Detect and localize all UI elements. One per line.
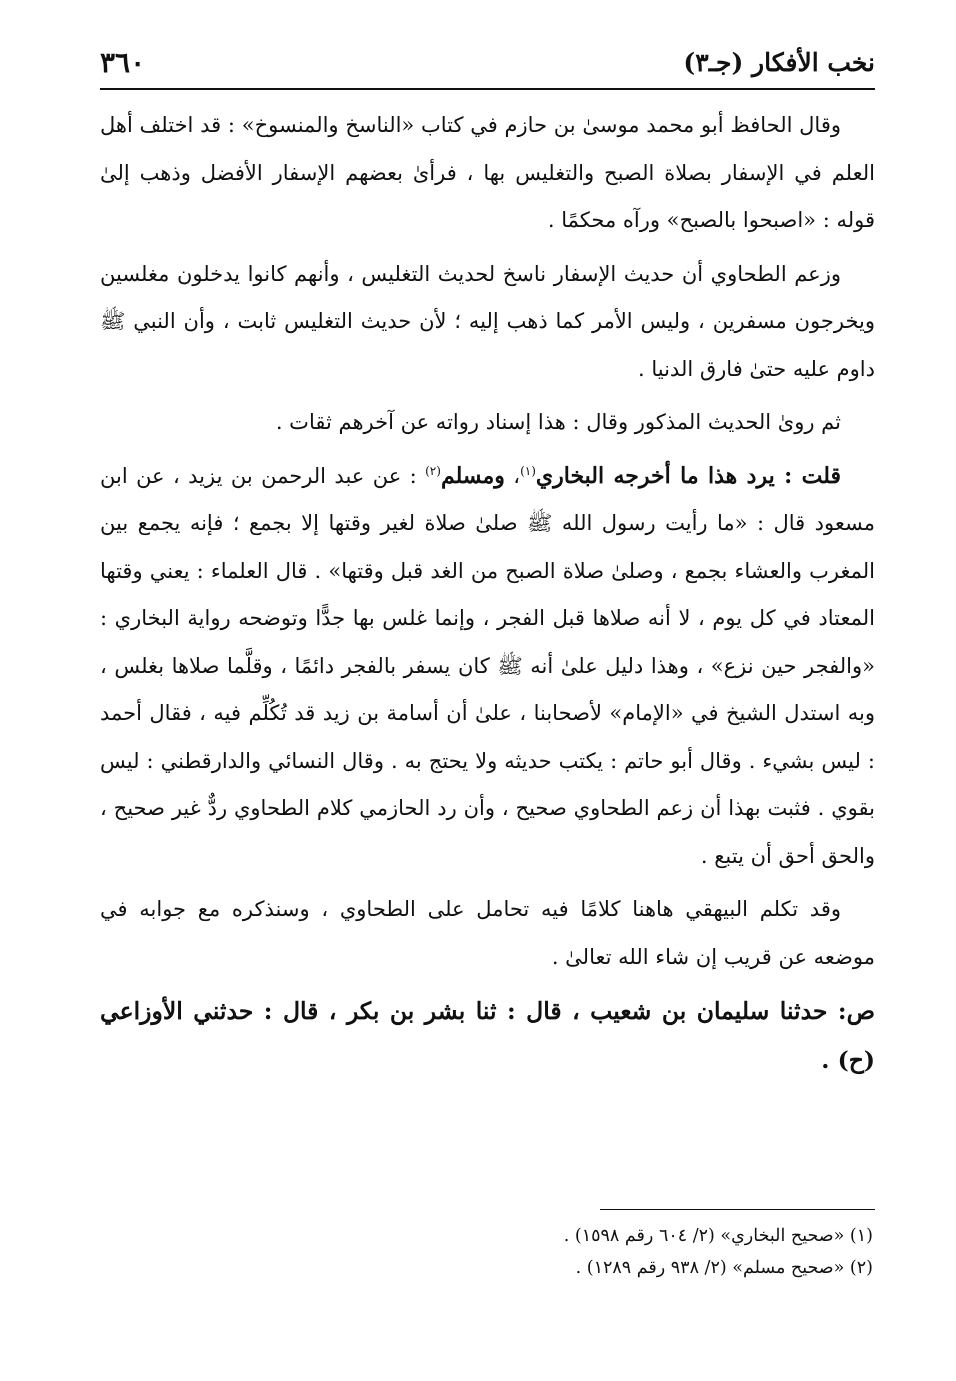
paragraph-tahawi-claim: وزعم الطحاوي أن حديث الإسفار ناسخ لحديث التغليس ، وأنهم كانوا يدخلون مغلسين ويخرجون مسفرين ، وليس الأمر كما ذهب إليه ؛ لأن حديث التغليس ثابت ، وأن النبي ﷺ داوم عليه حتىٰ فارق الدنيا . — [100, 261, 875, 381]
footnotes — [100, 1220, 875, 1284]
qult-muslim: ومسلم — [440, 462, 505, 489]
paragraph-isnad-note: ثم روىٰ الحديث المذكور وقال : هذا إسناد رواته عن آخرهم ثقات . — [275, 410, 841, 434]
footnote-1: (١) «صحيح البخاري» (٢/ ٦٠٤ رقم ١٥٩٨) . — [563, 1226, 873, 1246]
paragraph-bayhaqi-note: وقد تكلم البيهقي هاهنا كلامًا فيه تحامل على الطحاوي ، وسنذكره مع جوابه في موضعه عن قريب إن شاء الله تعالىٰ . — [100, 897, 875, 969]
qult-lead-text: قلت : يرد هذا ما أخرجه البخاري — [535, 462, 842, 489]
qult-separator: ، — [504, 463, 521, 488]
footnote-divider — [600, 1209, 875, 1210]
page-header — [100, 40, 875, 84]
footnote-ref-2: (٢) — [425, 463, 441, 478]
footnote-ref-1: (١) — [520, 463, 536, 478]
paragraph-isnad-chain: ص: حدثنا سليمان بن شعيب ، قال : ثنا بشر بن بكر ، قال : حدثني الأوزاعي (ح) . — [100, 997, 875, 1074]
qult-body-text: : عن عبد الرحمن بن يزيد ، عن ابن مسعود قال : «ما رأيت رسول الله ﷺ صلىٰ صلاة لغير وقتها إلا بجمع ؛ فإنه يجمع بين المغرب والعشاء بجمع ، وصلىٰ صلاة الصبح من الغد قبل وقتها» . قال العلماء : يعني وقتها المعتاد في كل يوم ، لا أنه صلاها قبل الفجر ، وإنما غلس بها جدًّا وتوضحه رواية البخاري : «والفجر حين نزع» ، وهذا دليل علىٰ أنه ﷺ كان يسفر بالفجر دائمًا ، وقلَّما صلاها بغلس ، وبه استدل الشيخ في «الإمام» لأصحابنا ، علىٰ أن أسامة بن زيد قد تُكُلِّم فيه ، فقال أحمد : ليس بشيء . وقال أبو حاتم : يكتب حديثه ولا يحتج به . وقال النسائي والدارقطني : ليس بقوي . فثبت بهذا أن زعم الطحاوي صحيح ، وأن رد الحازمي كلام الطحاوي ردٌّ غير صحيح ، والحق أحق أن يتبع . — [100, 463, 875, 868]
footnote-2: (٢) «صحيح مسلم» (٢/ ٩٣٨ رقم ١٢٨٩) . — [575, 1258, 873, 1278]
paragraph-hafiz-quote: وقال الحافظ أبو محمد موسىٰ بن حازم في كتاب «الناسخ والمنسوخ» : قد اختلف أهل العلم في الإسفار بصلاة الصبح والتغليس بها ، فرأىٰ بعضهم الإسفار الأفضل وذهب إلىٰ قوله : «اصبحوا بالصبح» ورآه محكمًا . — [100, 113, 875, 232]
page-number: ٣٦٠ — [100, 45, 146, 79]
running-title: نخب الأفكار (جـ٣) — [683, 47, 875, 77]
paragraph-qult-response — [100, 453, 875, 881]
header-divider — [100, 88, 875, 90]
main-text — [100, 102, 875, 1091]
